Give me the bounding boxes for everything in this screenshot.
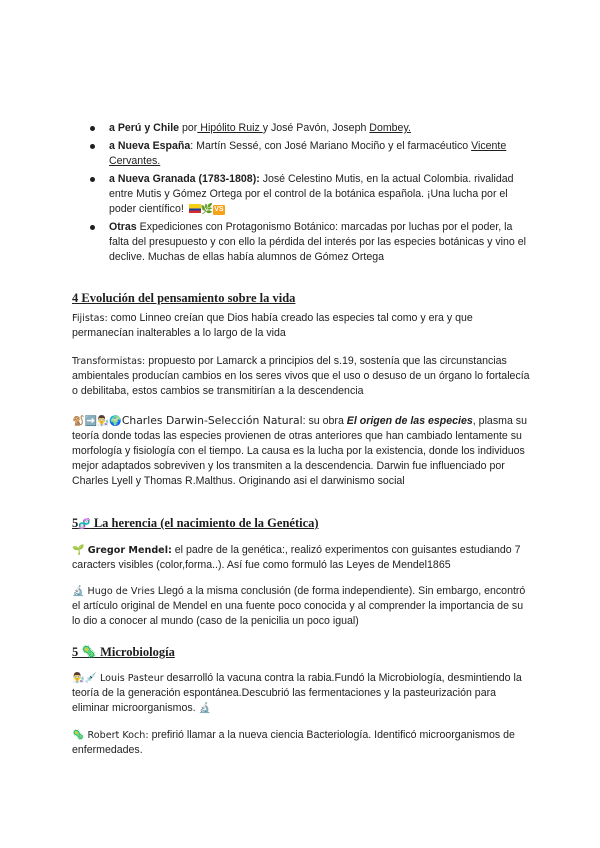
link-dombey[interactable]: Dombey.	[369, 122, 411, 134]
bullet-dot	[90, 177, 95, 182]
evolution-icon: 🐒➡️👨‍🔬🌍	[72, 416, 122, 427]
darwin-text: , plasma su teoría donde todas las especies provienen de otras anteriores que han cambiado lentamente su morfología y fisiología con el tiempo. La causa es la lucha por la existencia, donde los individuos mejor adaptados sobreviven y los transmiten a la descendencia. Darwin fue influenciado por Charles Lyell y Thomas R.Malthus. Originando asi el darwinismo social	[72, 415, 527, 487]
section-number: 5	[72, 516, 79, 530]
darwin-book-title: El origen de las especies	[346, 415, 473, 427]
de-vries-paragraph	[72, 584, 532, 629]
section-5b-title: 5 🦠 Microbiología	[72, 645, 175, 659]
expeditions-list	[88, 121, 528, 268]
bullet-text: Expediciones con Protagonismo Botánico: marcadas por luchas por el poder, la falta del presupuesto y con ello la pérdida del interés por las especies botánicas y vino el declive. Muchas de ellas había alumnos de Gómez Ortega	[109, 221, 526, 263]
section-5a-title	[72, 515, 532, 533]
transformistas-paragraph	[72, 354, 532, 399]
bullet-bold-label: a Nueva España	[109, 140, 191, 152]
de-vries-text: Llegó a la misma conclusión (de forma independiente). Sin embargo, encontró el artículo original de Mendel en una fuente poco conocida y al comprender la importancia de su lo dio a conocer al mundo (caso de la penicilia un poco igual)	[72, 585, 526, 627]
darwin-label: Charles Darwin-Selección Natural	[121, 414, 303, 427]
mendel-paragraph	[72, 543, 532, 573]
darwin-paragraph	[72, 413, 532, 489]
seedling-icon: 🌱	[72, 545, 85, 556]
vs-badge-icon: VS	[214, 206, 224, 213]
bullet-text: por	[179, 122, 198, 134]
list-item	[88, 121, 528, 136]
section-title-text: La herencia (el nacimiento de la Genética)	[90, 516, 319, 530]
microscope-icon: 🔬	[198, 703, 212, 714]
list-item	[88, 172, 528, 217]
bullet-dot	[90, 144, 95, 149]
link-vicente-cervantes[interactable]: Vicente Cervantes.	[109, 140, 507, 167]
fijistas-paragraph	[72, 311, 532, 341]
link-hipolito-ruiz[interactable]: Hipólito Ruiz	[197, 122, 263, 134]
bullet-text: : Martín Sessé, con José Mariano Mociño y el farmacéutico	[190, 140, 472, 152]
bullet-bold-label: a Perú y Chile	[109, 122, 180, 134]
bullet-dot	[90, 126, 95, 131]
mendel-label: Gregor Mendel:	[84, 545, 172, 556]
transformistas-text: propuesto por Lamarck a principios del s.19, sostenía que las circunstancias ambientales producían cambios en los seres vivos que el uso o desuso de un órgano lo fortalecía o debilitaba, estos cambios se transmitirían a la descendencia	[72, 355, 530, 397]
de-vries-label: Hugo de Vries	[84, 586, 155, 597]
section-4-heading-block	[72, 290, 532, 306]
section-4-title: 4 Evolución del pensamiento sobre la vida	[72, 291, 296, 305]
pasteur-label: Louis Pasteur	[96, 673, 164, 684]
pasteur-paragraph	[72, 671, 532, 716]
koch-paragraph	[72, 728, 532, 758]
bullet-text: y José Pavón, Joseph	[262, 122, 370, 134]
scientist-syringe-icon: 👨‍🔬💉	[72, 673, 97, 684]
list-item	[88, 220, 528, 265]
darwin-text: : su obra	[302, 415, 347, 427]
koch-label: Robert Koch:	[84, 730, 149, 741]
mendel-text: el padre de la genética:, realizó experimentos con guisantes estudiando 7 caracters visibles (color,forma..). Así fue como formuló las Leyes de Mendel1865	[72, 544, 521, 571]
herb-icon: 🌿	[200, 204, 214, 215]
microbe-icon: 🦠	[72, 730, 85, 741]
bullet-bold-label: a Nueva Granada (1783-1808):	[109, 173, 260, 185]
dna-icon: 🧬	[78, 519, 91, 530]
colombia-flag-icon	[189, 204, 201, 213]
koch-text: prefirió llamar a la nueva ciencia Bacteriología. Identificó microorganismos de enfermedades.	[72, 729, 515, 756]
microscope-icon: 🔬	[72, 586, 85, 597]
fijistas-text: como Linneo creían que Dios había creado las especies tal como y era y que permanecían inalterables a lo largo de la vida	[72, 312, 473, 339]
bullet-bold-label: Otras	[109, 221, 137, 233]
transformistas-label: Transformistas:	[72, 356, 146, 367]
pasteur-text: desarrolló la vacuna contra la rabia.Fundó la Microbiología, desmintiendo la teoría de la generación espontánea.Descubrió las fermentaciones y la pasteurización para eliminar microorganismos.	[72, 672, 522, 714]
fijistas-label: Fijistas:	[72, 313, 108, 324]
section-5b-heading-block	[72, 644, 532, 660]
list-item	[88, 139, 528, 169]
bullet-dot	[90, 225, 95, 230]
bullet-text: José Celestino Mutis, en la actual Colombia. rivalidad entre Mutis y Gómez Ortega por el control de la botánica española. ¡Una lucha por el poder científico!	[109, 173, 514, 215]
section-5a-heading-block	[72, 515, 532, 533]
